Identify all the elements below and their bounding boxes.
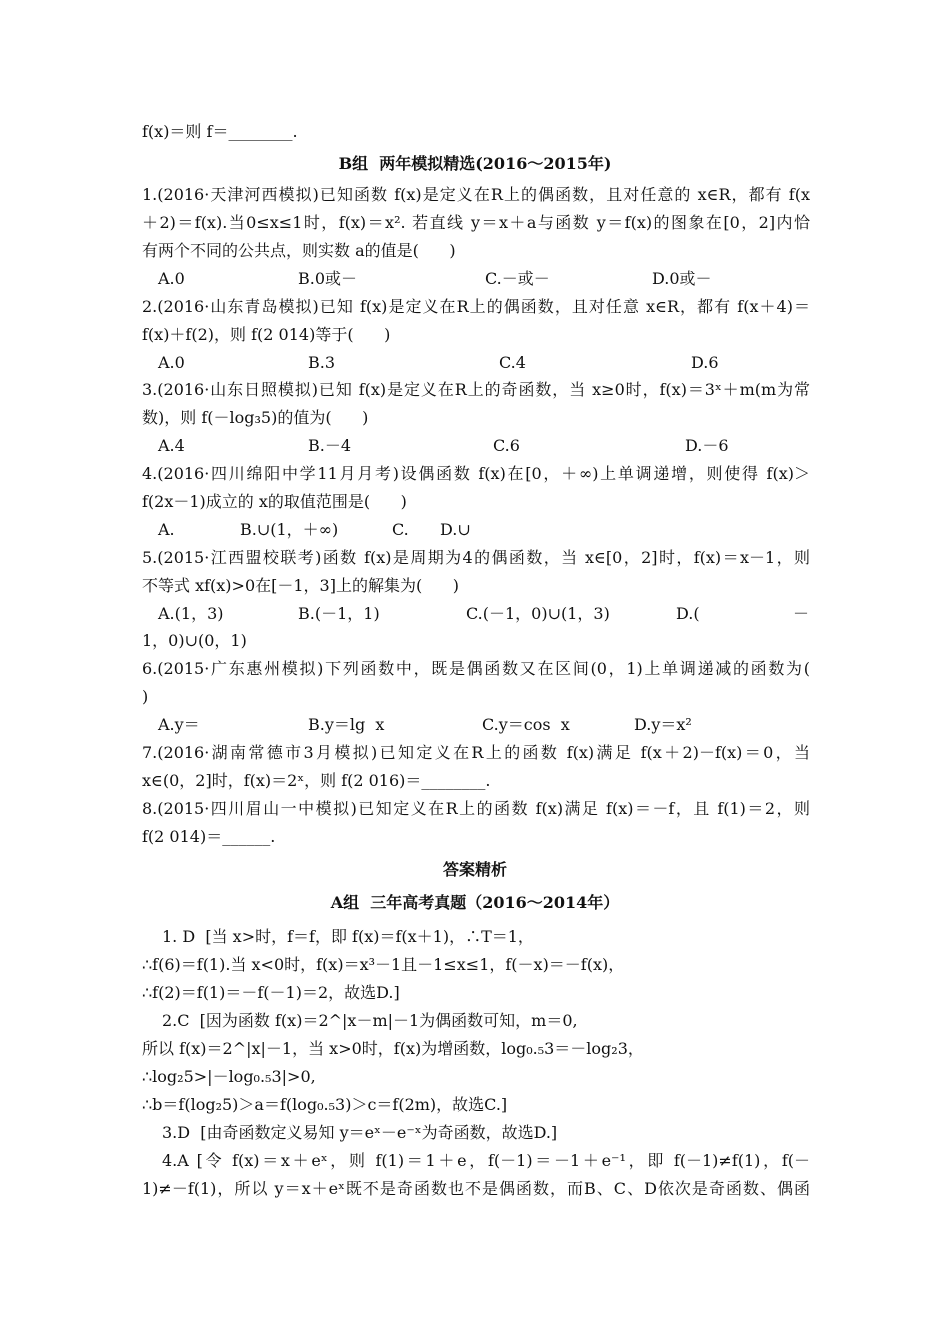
q6-option-d: D.y＝x² [634, 715, 692, 734]
q2-option-b: B.3 [308, 353, 336, 372]
q4-option-a: A. [158, 520, 175, 539]
answer-2-line-4: ∴b＝f(log₂5)＞a＝f(log₀.₅3)＞c＝f(2m)，故选C.] [142, 1095, 508, 1114]
q6-option-c: C.y＝cos x [482, 715, 570, 734]
answer-1-line-2: ∴f(6)＝f(1).当 x<0时，f(x)＝x³－1且－1≤x≤1，f(－x)＝－f(x)， [142, 955, 625, 974]
q7-line-1: 7.(2016·湖南常德市3月模拟)已知定义在R上的函数 f(x)满足 f(x＋2)－f(x)＝0，当 [142, 743, 810, 762]
q4-option-b: B.∪(1，＋∞) [240, 520, 339, 539]
q5-option-b: B.(－1，1) [298, 604, 380, 623]
q6-option-b: B.y＝lg x [308, 715, 385, 734]
q1-line-2: ＋2)＝f(x).当0≤x≤1时，f(x)＝x². 若直线 y＝x＋a与函数 y＝f(x)的图象在[0，2]内恰 [142, 213, 810, 232]
q5-option-a: A.(1，3) [158, 604, 224, 623]
q3-option-b: B.－4 [308, 436, 352, 455]
q5-option-d: D.( [676, 604, 700, 623]
q1-option-c: C.－或－ [485, 269, 550, 288]
q4-line-1: 4.(2016·四川绵阳中学11月月考)设偶函数 f(x)在[0，＋∞)上单调递增，则使得 f(x)＞ [142, 464, 810, 483]
q5-option-c: C.(－1，0)∪(1，3) [466, 604, 610, 623]
top-line: f(x)＝则 f＝________. [142, 122, 298, 141]
q2-line-2: f(x)＋f(2)，则 f(2 014)等于( ) [142, 325, 391, 344]
q4-line-2: f(2x－1)成立的 x的取值范围是( ) [142, 492, 407, 511]
q1-option-b: B.0或－ [298, 269, 358, 288]
q3-option-c: C.6 [493, 436, 520, 455]
answer-1-line-3: ∴f(2)＝f(1)＝－f(－1)＝2，故选D.] [142, 983, 400, 1002]
q6-line-1: 6.(2015·广东惠州模拟)下列函数中，既是偶函数又在区间(0，1)上单调递减的函数为( [142, 659, 810, 678]
q5-line-1: 5.(2015·江西盟校联考)函数 f(x)是周期为4的偶函数，当 x∈[0，2]时，f(x)＝x－1，则 [142, 548, 810, 567]
q1-line-3: 有两个不同的公共点，则实数 a的值是( ) [142, 241, 456, 260]
q2-option-d: D.6 [691, 353, 719, 372]
q2-line-1: 2.(2016·山东青岛模拟)已知 f(x)是定义在R上的偶函数，且对任意 x∈R，都有 f(x＋4)＝ [142, 297, 810, 316]
q6-line-2: ) [142, 687, 149, 706]
answer-2-line-2: 所以 f(x)＝2^|x|－1，当 x>0时，f(x)为增函数，log₀.₅3＝－log₂3， [142, 1039, 644, 1058]
q5-option-d-sign: － [793, 604, 810, 623]
answer-3-line-1: 3.D [由奇函数定义易知 y＝eˣ－e⁻ˣ为奇函数，故选D.] [162, 1123, 558, 1142]
q3-line-1: 3.(2016·山东日照模拟)已知 f(x)是定义在R上的奇函数，当 x≥0时，f(x)＝3ˣ＋m(m为常 [142, 380, 810, 399]
answer-2-line-3: ∴log₂5>|－log₀.₅3|>0, [142, 1067, 316, 1086]
q4-option-c: C. [392, 520, 409, 539]
section-b-title: B组 两年模拟精选(2016～2015年) [338, 154, 612, 173]
q1-option-a: A.0 [158, 269, 185, 288]
answer-4-line-2: 1)≠－f(1)，所以 y＝x＋eˣ既不是奇函数也不是偶函数，而B、C、D依次是奇函数、偶函 [142, 1179, 810, 1198]
answers-title: 答案精析 [442, 860, 507, 879]
q8-line-2: f(2 014)＝______. [142, 827, 276, 846]
answer-4-line-1: 4.A [令 f(x)＝x＋eˣ，则 f(1)＝1＋e，f(－1)＝－1＋e⁻¹，即 f(－1)≠f(1)，f(－ [162, 1151, 810, 1170]
q1-option-d: D.0或－ [652, 269, 712, 288]
q3-option-d: D.－6 [685, 436, 729, 455]
q5-line-2: 不等式 xf(x)>0在[－1，3]上的解集为( ) [142, 576, 459, 595]
q1-line-1: 1.(2016·天津河西模拟)已知函数 f(x)是定义在R上的偶函数，且对任意的 x∈R，都有 f(x [142, 185, 810, 204]
q3-line-2: 数)，则 f(－log₃5)的值为( ) [142, 408, 369, 427]
q3-option-a: A.4 [158, 436, 185, 455]
answer-2-line-1: 2.C [因为函数 f(x)＝2^|x－m|－1为偶函数可知，m＝0, [162, 1011, 578, 1030]
section-a-title: A组 三年高考真题（2016～2014年） [330, 893, 620, 912]
q5-option-d-cont: 1，0)∪(0，1) [142, 631, 247, 650]
q7-line-2: x∈(0，2]时，f(x)＝2ˣ，则 f(2 016)＝________. [142, 771, 491, 790]
q2-option-c: C.4 [499, 353, 526, 372]
q6-option-a: A.y＝ [158, 715, 200, 734]
q2-option-a: A.0 [158, 353, 185, 372]
q4-option-d: D.∪ [440, 520, 471, 539]
answer-1-line-1: 1. D [当 x>时，f＝f，即 f(x)＝f(x＋1)，∴T＝1， [162, 927, 534, 946]
q8-line-1: 8.(2015·四川眉山一中模拟)已知定义在R上的函数 f(x)满足 f(x)＝－f，且 f(1)＝2，则 [142, 799, 810, 818]
